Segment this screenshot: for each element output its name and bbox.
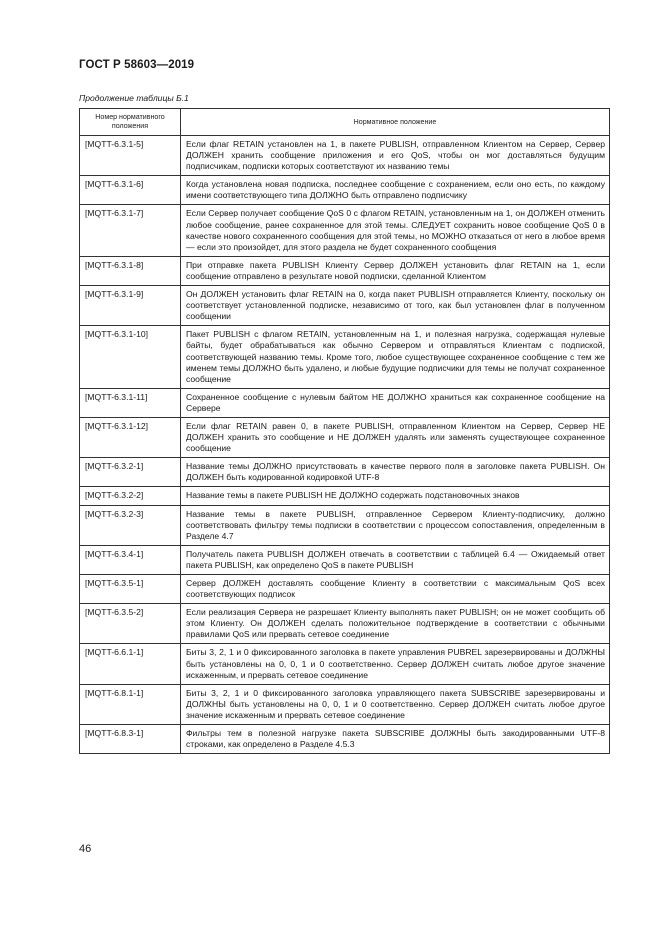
requirement-id: [MQTT-6.6.1-1] <box>80 644 181 684</box>
table-row <box>80 505 610 545</box>
table-row <box>80 388 610 417</box>
table-row <box>80 644 610 684</box>
requirement-id: [MQTT-6.3.1-9] <box>80 286 181 326</box>
table-row <box>80 286 610 326</box>
requirement-id: [MQTT-6.3.1-12] <box>80 417 181 457</box>
requirement-id: [MQTT-6.3.2-2] <box>80 487 181 505</box>
requirement-id: [MQTT-6.3.2-3] <box>80 505 181 545</box>
table-caption: Продолжение таблицы Б.1 <box>79 93 189 103</box>
table-row <box>80 205 610 256</box>
requirement-text: Биты 3, 2, 1 и 0 фиксированного заголовка в пакете управления PUBREL зарезервированы и ДОЛЖНЫ быть установлены на 0, 0, 1 и 0 соответственно. Сервер ДОЛЖЕН считать любое другое значение искаженным, и прервать сетевое соединение <box>181 644 610 684</box>
requirement-text: Он ДОЛЖЕН установить флаг RETAIN на 0, когда пакет PUBLISH отправляется Клиенту, поскольку он соответствует установленной подписке, независимо от того, как был установлен флаг в полученном сообщении <box>181 286 610 326</box>
requirement-text: Фильтры тем в полезной нагрузке пакета SUBSCRIBE ДОЛЖНЫ быть закодированными UTF-8 строками, как определено в Разделе 4.5.3 <box>181 725 610 754</box>
table-row <box>80 725 610 754</box>
requirement-text: Биты 3, 2, 1 и 0 фиксированного заголовка управляющего пакета SUBSCRIBE зарезервированы и ДОЛЖНЫ быть установлены на 0, 0, 1 и 0 соответственно. Сервер ДОЛЖЕН считать любое другое значение искаженным и прервать сетевое соединение <box>181 684 610 724</box>
requirement-id: [MQTT-6.3.2-1] <box>80 458 181 487</box>
column-header-id: Номер нормативного положения <box>80 109 181 136</box>
requirement-text: Когда установлена новая подписка, последнее сообщение с сохранением, если оно есть, по каждому имени соответствующего типа ДОЛЖНО быть отправлено подписчику <box>181 176 610 205</box>
requirement-text: Сохраненное сообщение с нулевым байтом НЕ ДОЛЖНО храниться как сохраненное сообщение на Сервере <box>181 388 610 417</box>
table-row <box>80 684 610 724</box>
requirement-id: [MQTT-6.3.1-7] <box>80 205 181 256</box>
requirement-id: [MQTT-6.3.1-6] <box>80 176 181 205</box>
table-header-row <box>80 109 610 136</box>
column-header-statement: Нормативное положение <box>181 109 610 136</box>
requirement-text: Получатель пакета PUBLISH ДОЛЖЕН отвечать в соответствии с таблицей 6.4 — Ожидаемый ответ пакета PUBLISH, как определено QoS в пакете PUBLISH <box>181 545 610 574</box>
requirement-text: Если Сервер получает сообщение QoS 0 с флагом RETAIN, установленным на 1, он ДОЛЖЕН отменить любое сообщение, ранее сохраненное для этой темы. СЛЕДУЕТ сохранить новое сообщение QoS 0 в качестве нового сохраненного сообщения для этой темы, но МОЖНО отказаться от него в любое время — если это произойдет, для этого раздела не будет сохраненного сообщения <box>181 205 610 256</box>
requirement-text: Если реализация Сервера не разрешает Клиенту выполнять пакет PUBLISH; он не может сообщить об этом Клиенту. Он ДОЛЖЕН сделать положительное подтверждение в соответствии с обычными правилами QoS или прервать сетевое соединение <box>181 604 610 644</box>
requirement-id: [MQTT-6.8.1-1] <box>80 684 181 724</box>
table-row <box>80 256 610 285</box>
requirement-text: Пакет PUBLISH с флагом RETAIN, установленным на 1, и полезная нагрузка, содержащая нулевые байты, будет обрабатываться как обычно Сервером и отправляться Клиентам с подпиской, соответствующей названию темы. Кроме того, любое существующее сохраненное сообщение с тем же именем темы ДОЛЖНО быть удалено, и любые будущие подписчики для темы не получат сохраненное сообщение <box>181 326 610 388</box>
requirement-text: Название темы ДОЛЖНО присутствовать в качестве первого поля в заголовке пакета PUBLISH. Он ДОЛЖЕН быть кодированной кодировкой UTF-8 <box>181 458 610 487</box>
table-row <box>80 575 610 604</box>
requirement-id: [MQTT-6.3.5-2] <box>80 604 181 644</box>
table-row <box>80 176 610 205</box>
requirement-id: [MQTT-6.3.5-1] <box>80 575 181 604</box>
document-header: ГОСТ Р 58603—2019 <box>79 59 195 71</box>
requirement-text: Название темы в пакете PUBLISH, отправленное Сервером Клиенту-подписчику, должно соответствовать фильтру темы подписки в соответствии с процессом сопоставления, определенным в Разделе 4.7 <box>181 505 610 545</box>
requirements-table <box>79 108 610 754</box>
requirement-text: Название темы в пакете PUBLISH НЕ ДОЛЖНО содержать подстановочных знаков <box>181 487 610 505</box>
table-row <box>80 136 610 176</box>
requirement-text: Если флаг RETAIN установлен на 1, в пакете PUBLISH, отправленном Клиентом на Сервер, Сервер ДОЛЖЕН хранить сообщение приложения и его QoS, чтобы он мог доставляться будущим подписчикам, подписки которых соответствуют их названию темы <box>181 136 610 176</box>
requirement-id: [MQTT-6.3.1-10] <box>80 326 181 388</box>
page-number: 46 <box>79 843 92 855</box>
table-row <box>80 545 610 574</box>
requirement-text: При отправке пакета PUBLISH Клиенту Сервер ДОЛЖЕН установить флаг RETAIN на 1, если сообщение отправлено в результате новой подписки, сделанной Клиентом <box>181 256 610 285</box>
requirement-id: [MQTT-6.3.1-11] <box>80 388 181 417</box>
requirement-id: [MQTT-6.3.1-8] <box>80 256 181 285</box>
requirement-text: Если флаг RETAIN равен 0, в пакете PUBLISH, отправленном Клиентом на Сервер, Сервер НЕ ДОЛЖЕН хранить это сообщение и НЕ ДОЛЖЕН удалять или заменять существующее сохраненное сообщение <box>181 417 610 457</box>
table-row <box>80 458 610 487</box>
table-row <box>80 417 610 457</box>
table-row <box>80 326 610 388</box>
requirement-id: [MQTT-6.3.1-5] <box>80 136 181 176</box>
table-row <box>80 487 610 505</box>
requirement-id: [MQTT-6.3.4-1] <box>80 545 181 574</box>
requirement-text: Сервер ДОЛЖЕН доставлять сообщение Клиенту в соответствии с максимальным QoS всех соответствующих подписок <box>181 575 610 604</box>
table-row <box>80 604 610 644</box>
requirement-id: [MQTT-6.8.3-1] <box>80 725 181 754</box>
